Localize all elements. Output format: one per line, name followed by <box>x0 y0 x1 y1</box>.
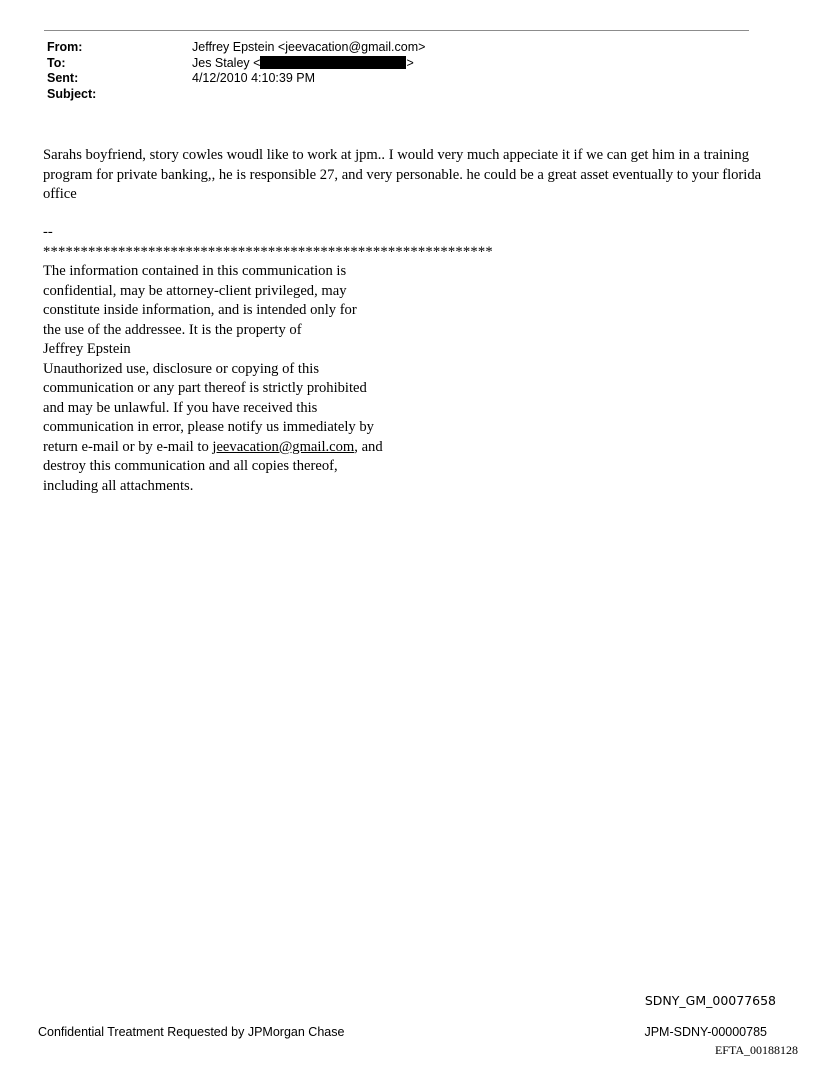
signature-dash: -- <box>43 224 53 240</box>
disclaimer-line-suffix: , and <box>354 438 383 455</box>
confidential-notice: Confidential Treatment Requested by JPMorgan Chase <box>38 1025 345 1039</box>
from-value: Jeffrey Epstein <jeevacation@gmail.com> <box>192 40 426 54</box>
jpm-bates-number: JPM-SDNY-00000785 <box>644 1025 767 1039</box>
disclaimer-line-prefix: return e-mail or by e-mail to <box>43 438 213 455</box>
disclaimer-line: the use of the addressee. It is the property of <box>43 321 302 338</box>
disclaimer-line-with-link <box>43 438 423 458</box>
to-value <box>192 56 414 72</box>
disclaimer <box>43 262 423 496</box>
to-row <box>47 56 425 72</box>
redaction-box <box>260 56 406 69</box>
subject-row <box>47 87 425 103</box>
to-name: Jes Staley < <box>192 55 261 70</box>
email-header <box>47 40 425 102</box>
disclaimer-line: Jeffrey Epstein <box>43 341 131 357</box>
from-row <box>47 40 425 56</box>
efta-bates-number: EFTA_00188128 <box>714 1043 798 1057</box>
disclaimer-line: constitute inside information, and is intended only for <box>43 302 357 318</box>
to-label: To: <box>47 55 66 70</box>
disclaimer-line: and may be unlawful. If you have received this <box>43 399 318 416</box>
disclaimer-line: destroy this communication and all copies thereof, <box>43 458 338 474</box>
disclaimer-line: communication in error, please notify us immediately by <box>43 419 374 435</box>
disclaimer-line: Unauthorized use, disclosure or copying of this <box>43 360 320 377</box>
disclaimer-line: confidential, may be attorney-client privileged, may <box>43 282 347 299</box>
subject-label: Subject: <box>47 86 97 101</box>
bates-number-top: SDNY_GM_00077658 <box>644 993 776 1008</box>
disclaimer-line: communication or any part thereof is strictly prohibited <box>43 380 367 396</box>
disclaimer-line: including all attachments. <box>43 477 194 494</box>
disclaimer-line: The information contained in this communication is <box>43 263 347 279</box>
sent-row <box>47 71 425 87</box>
email-link[interactable]: jeevacation@gmail.com <box>212 438 355 455</box>
sent-label: Sent: <box>47 71 79 85</box>
to-close: > <box>406 55 414 70</box>
signature-stars: ************************************************************ <box>43 243 493 260</box>
sent-value: 4/12/2010 4:10:39 PM <box>192 71 316 85</box>
signature-separator <box>43 223 493 262</box>
from-label: From: <box>47 40 83 54</box>
header-divider <box>44 30 749 31</box>
email-body: Sarahs boyfriend, story cowles woudl like to work at jpm.. I would very much appeciate it if we can get him in a training program for private banking,, he is responsible 27, and very personable. he could be a great asset eventually to your florida office <box>43 147 762 202</box>
